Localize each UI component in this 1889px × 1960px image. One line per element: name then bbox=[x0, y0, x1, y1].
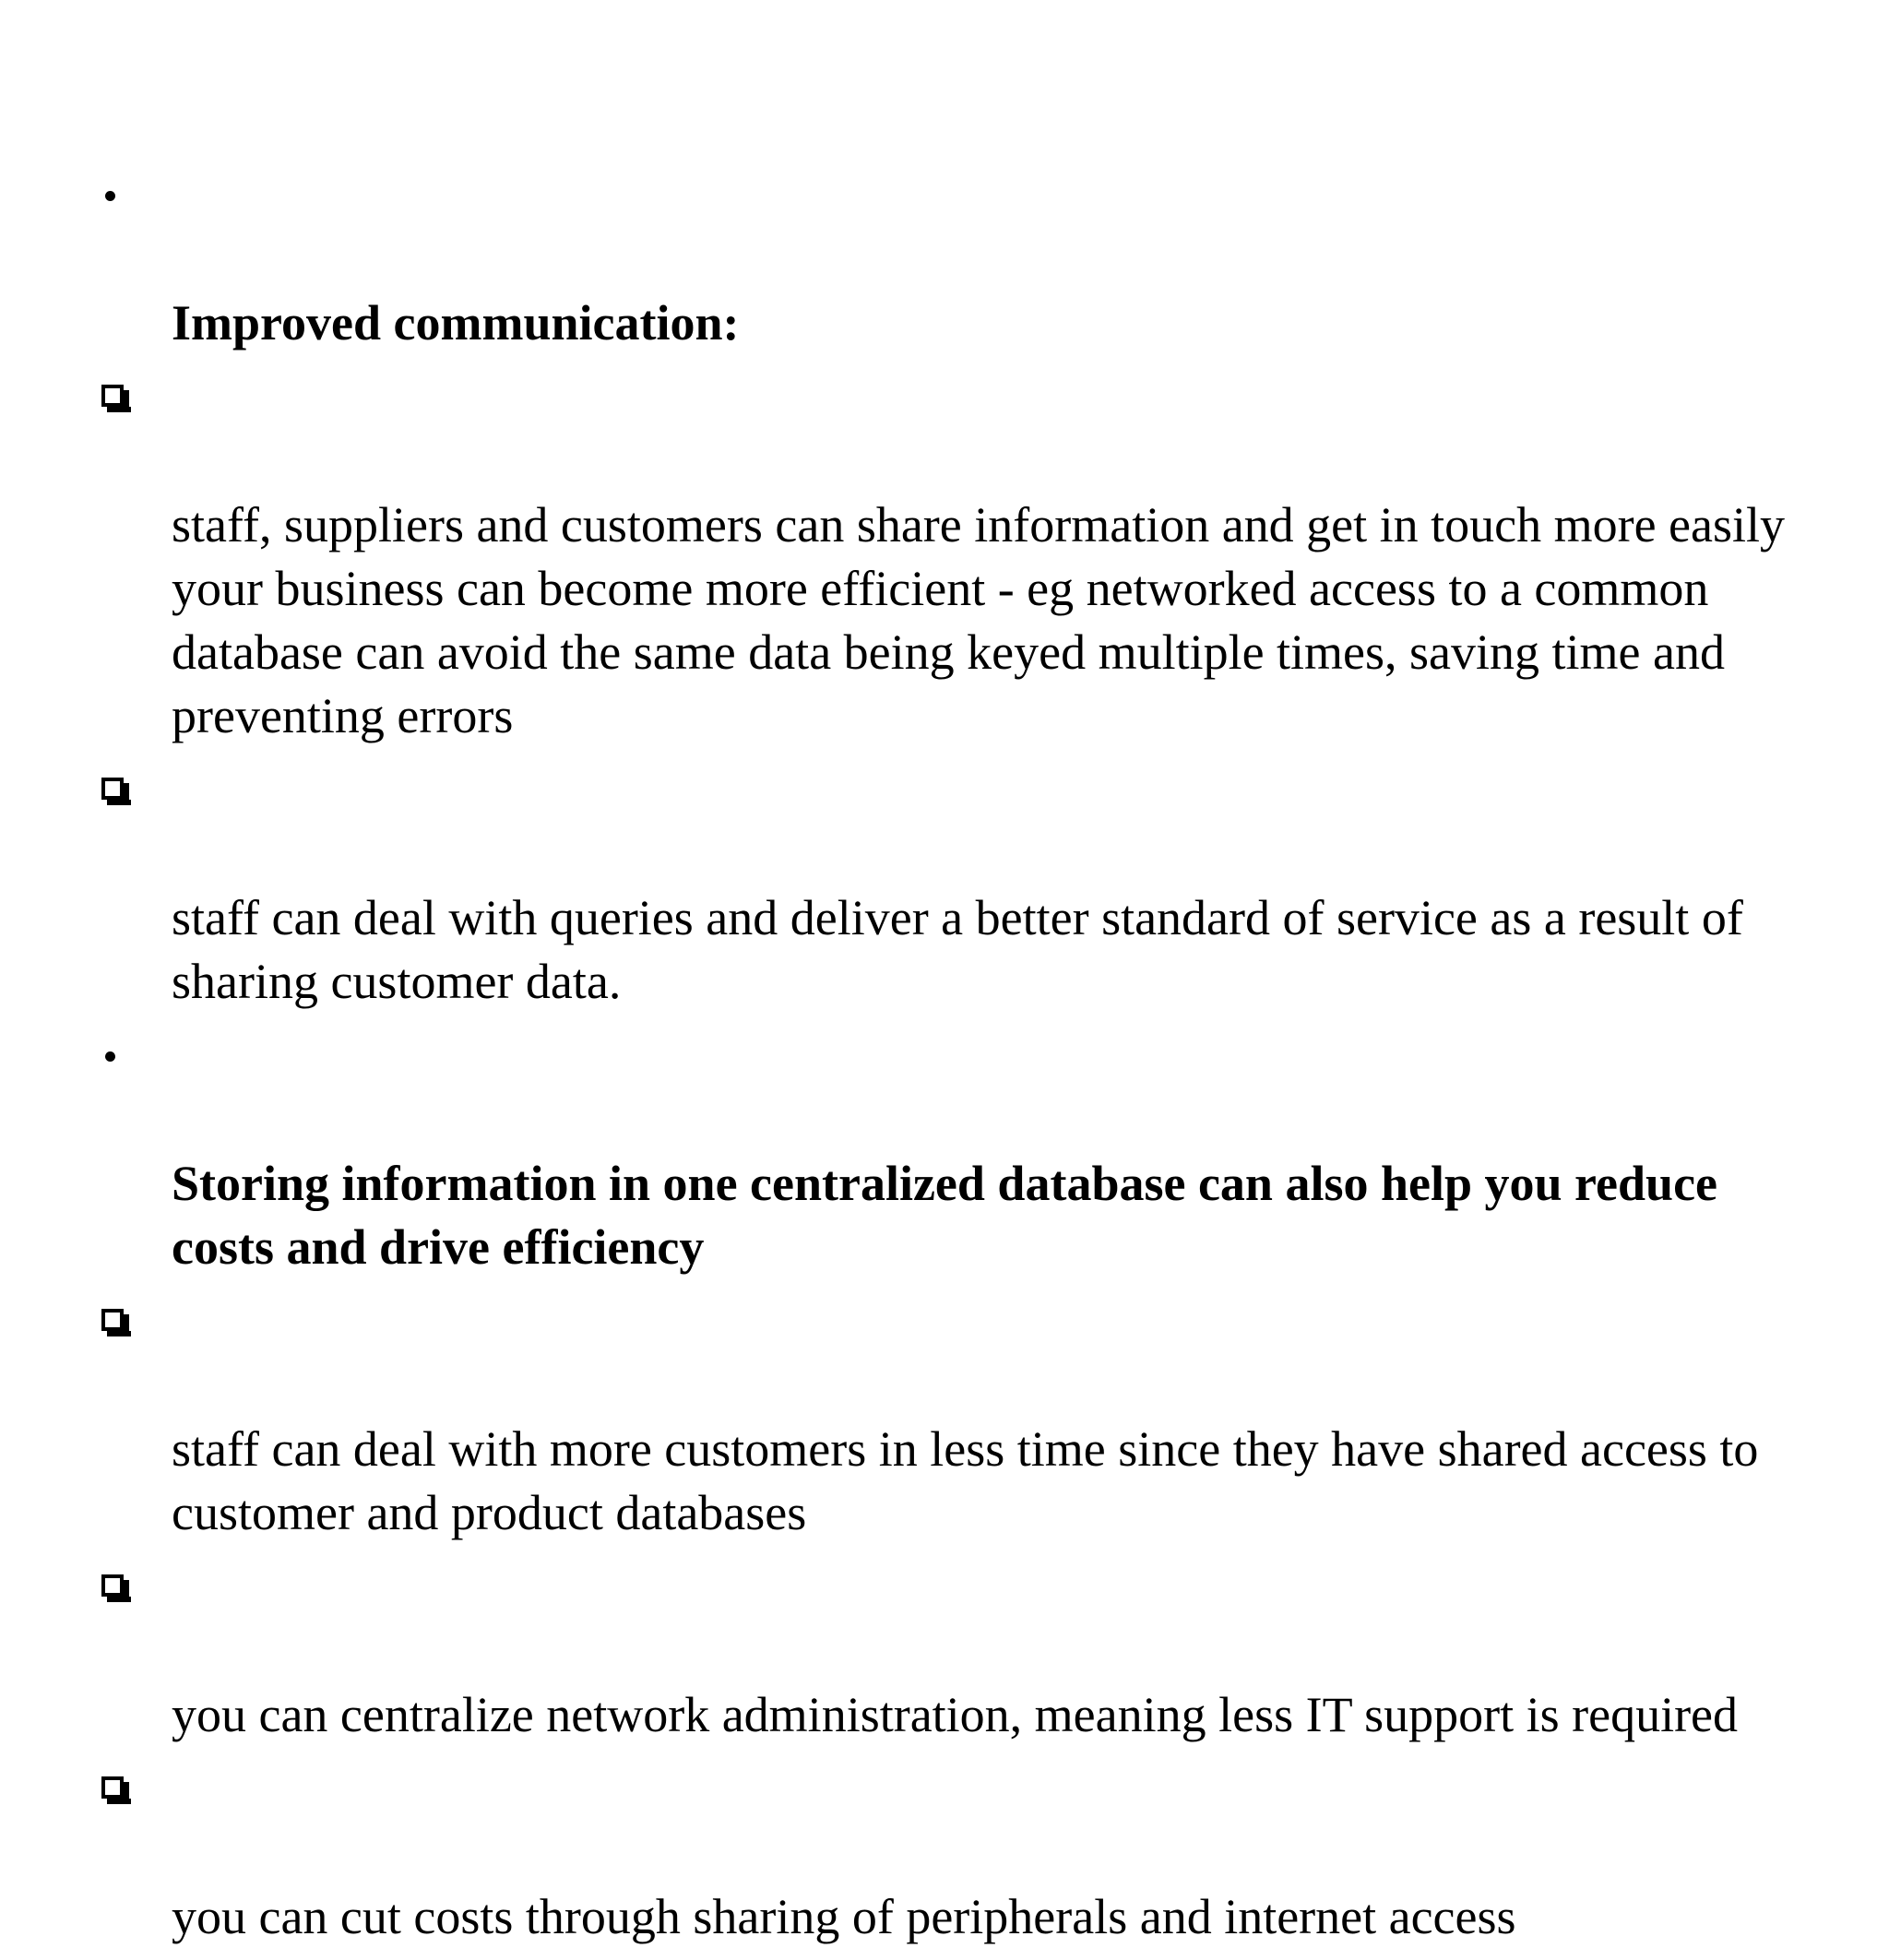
bullet-dot-icon bbox=[98, 164, 153, 228]
list-item-heading bbox=[98, 164, 1832, 355]
list-item-text: staff can deal with more customers in less time since they have shared access to customer and product databases bbox=[172, 1421, 1759, 1540]
list-item bbox=[98, 759, 1832, 1014]
list-item-text: staff can deal with queries and deliver a better standard of service as a result of sharing customer data. bbox=[172, 890, 1743, 1009]
checkbox-bullet-icon bbox=[98, 1290, 153, 1354]
list-item bbox=[98, 1290, 1832, 1545]
list-item bbox=[98, 366, 1832, 748]
list-item bbox=[98, 1758, 1832, 1949]
list-item-text: you can cut costs through sharing of peripherals and internet access bbox=[172, 1889, 1516, 1944]
bullet-list bbox=[98, 164, 1832, 1960]
list-item-text: Storing information in one centralized database can also help you reduce costs and drive efficiency bbox=[172, 1156, 1718, 1275]
checkbox-bullet-icon bbox=[98, 1758, 153, 1822]
checkbox-bullet-icon bbox=[98, 366, 153, 430]
list-item-heading bbox=[98, 1025, 1832, 1279]
checkbox-bullet-icon bbox=[98, 1556, 153, 1620]
bullet-dot-icon bbox=[98, 1025, 153, 1088]
list-item-text: you can centralize network administration, meaning less IT support is required bbox=[172, 1687, 1739, 1742]
list-item-text: Improved communication: bbox=[172, 295, 740, 350]
list-item bbox=[98, 1556, 1832, 1747]
list-item-text: staff, suppliers and customers can share information and get in touch more easily your business can become more efficient - eg networked access to a common database can avoid the same data being keyed multiple times, saving time and preventing errors bbox=[172, 497, 1786, 743]
checkbox-bullet-icon bbox=[98, 759, 153, 823]
